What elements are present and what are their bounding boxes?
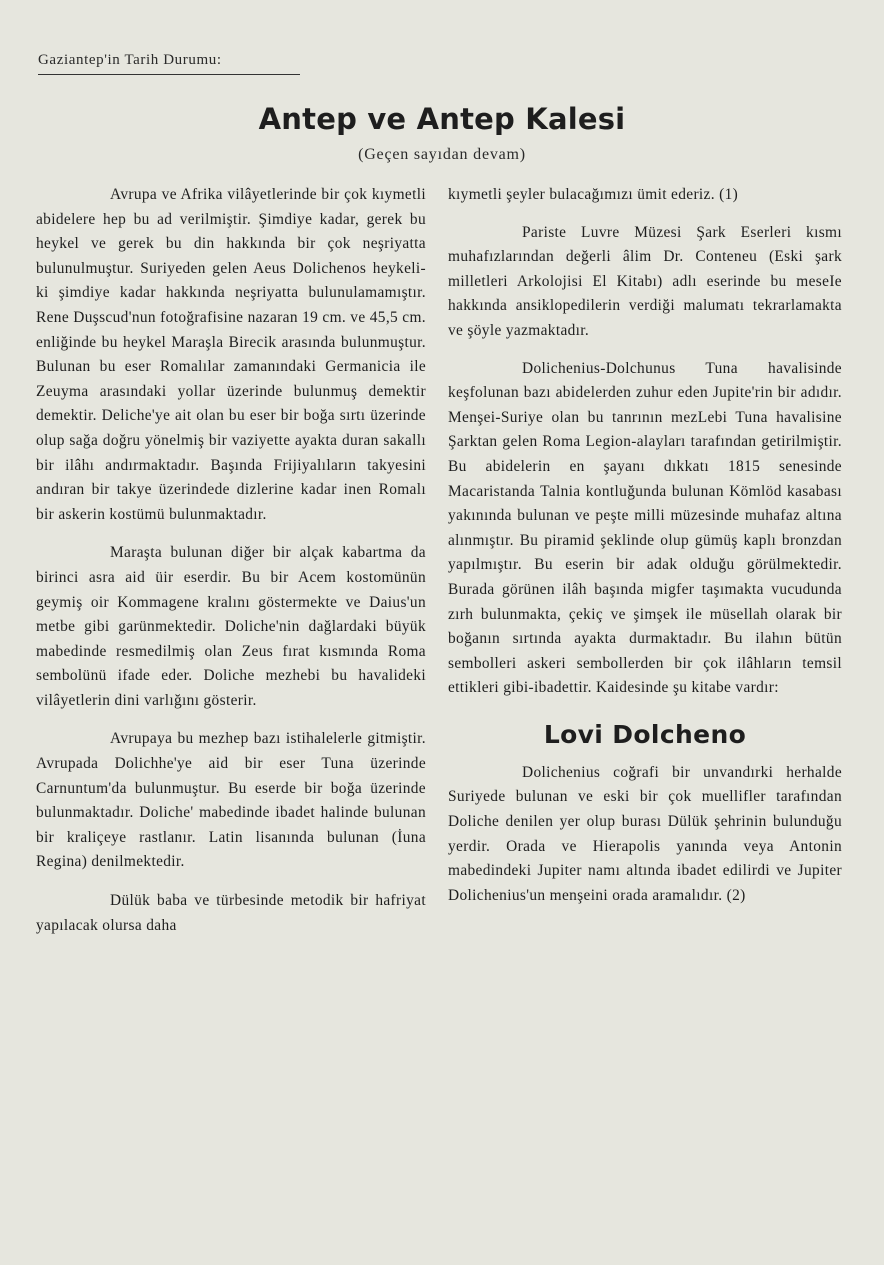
running-head: Gaziantep'in Tarih Durumu:	[38, 52, 222, 68]
article-subtitle: (Geçen sayıdan devam)	[358, 146, 526, 163]
left-paragraph-3: Avrupaya bu mezhep bazı istihalelerle gitmiştir. Avrupada Dolichhe'ye aid bir eser Tuna üzerinde Carnuntum'da bulunmuştur. Bu eserde bir boğa üzerinde bulunmaktadır. Doliche' mabedinde ibadet halinde bulunan bir kraliçeye rastlanır. Latin lisanında bulunan (İuna Regina) denilmektedir.	[36, 730, 426, 871]
right-paragraph-3: Dolichenius coğrafi bir unvandırki herhalde Suriyede bulunan ve eski bir çok muellifler tarafından Doliche denilen yer olup burası Dülük şehrinin bulunduğu yerdir. Orada ve Hierapolis yanında veya Antonin mabedindeki Jupiter namı altında ibadet edilirdi ve Jupiter Dolichenius'un menşeini orada aramalıdır. (2)	[448, 763, 842, 904]
right-paragraph-2: Dolichenius-Dolchunus Tuna havalisinde keşfolunan bazı abidelerden zuhur eden Jupite'rin bir adıdır. Menşei-Suriye olan bu tanrının mezLebi Tuna havalisine Şarktan gelen Roma Legion-alayları tarafından getirilmiştir. Bu abidelerin en şayanı dıkkatı 1815 senesinde Macaristanda Talnia kontluğunda bulunan Kömlöd kasabası yakınında bulunan ve peşte milli müzesinde muhafaz altına alınmıştır. Bu piramid şeklinde olup gümüş kaplı bronzdan yapılmıştır. Bu eserin bir adak olduğu görülmektedir. Burada görünen ilâh başında migfer taşımakta vucudunda zırh bulunmakta, çekiç ve şimşek ile müsellah olarak bir boğanın sırtında ayakta durmaktadır. Bu ilahın bütün sembolleri askeri sembollerden bir çok ilâhların temsil ettikleri gibi-ibadettir. Kaidesinde şu kitabe vardır:	[448, 359, 842, 697]
left-paragraph-2: Maraşta bulunan diğer bir alçak kabartma da birinci asra aid üir eserdir. Bu bir Acem kostomünün geymiş oir Kommagene kralını göstermekte ve Daius'un metbe gibi garünmektedir. Doliche'nin dağlardaki büyük mabedinde resmedilmiş olan Zeus fırat kısmında Roma sembolünü ifade eder. Doliche mezhebi bu havalideki vilâyetlerin dini varlığını gösterir.	[36, 544, 426, 709]
running-head-rule	[38, 74, 300, 75]
right-paragraph-0: kıymetli şeyler bulacağımızı ümit ederiz. (1)	[448, 186, 739, 203]
inscription-heading: Lovi Dolcheno	[543, 719, 747, 749]
right-paragraph-1: Pariste Luvre Müzesi Şark Eserleri kısmı muhafızlarından değerli âlim Dr. Conteneu (Eski şark milletleri Arkolojisi El Kitabı) adlı eserinde bu meseIe hakkında ansiklopedilerin verdiği malumatı tekrarlamakta ve şöyle yazmaktadır.	[448, 223, 842, 339]
left-paragraph-4: Dülük baba ve türbesinde metodik bir hafriyat yapılacak olursa daha	[36, 892, 426, 934]
right-column	[448, 183, 842, 908]
left-paragraph-1: Avrupa ve Afrika vilâyetlerinde bir çok kıymetli abidelere hep bu ad verilmiştir. Şimdiye kadar, gerek bu heykel ve gerek bu din hakkında bir çok neşriyatta bulunulmuştur. Suriyeden gelen Aeus Dolichenos heykeli-ki şimdiye kadar hakkında neşriyatta bulunulamamıştır. Rene Duşscud'nun fotoğrafisine nazaran 19 cm. ve 45,5 cm. enliğinde bu heykel Maraşla Birecik arasında bulunmuştur. Bulunan bu eser Romalılar zamanındaki Germanicia ile Zeuyma arasındaki yollar üzerinde bulunmuş demektir demektir. Deliche'ye ait olan bu eser bir boğa sırtı üzerinde olup sağa doğru yönelmiş bir vaziyette ayakta duran sakallı bir ilâhı andırmaktadır. Başında Frijiyalıların takyesini andıran bir takye üzerindede dizlerine kadar inen Romalı bir askerin kostümü bulunmaktadır.	[36, 186, 426, 523]
left-column	[36, 183, 426, 938]
article-title: Antep ve Antep Kalesi	[258, 102, 626, 136]
